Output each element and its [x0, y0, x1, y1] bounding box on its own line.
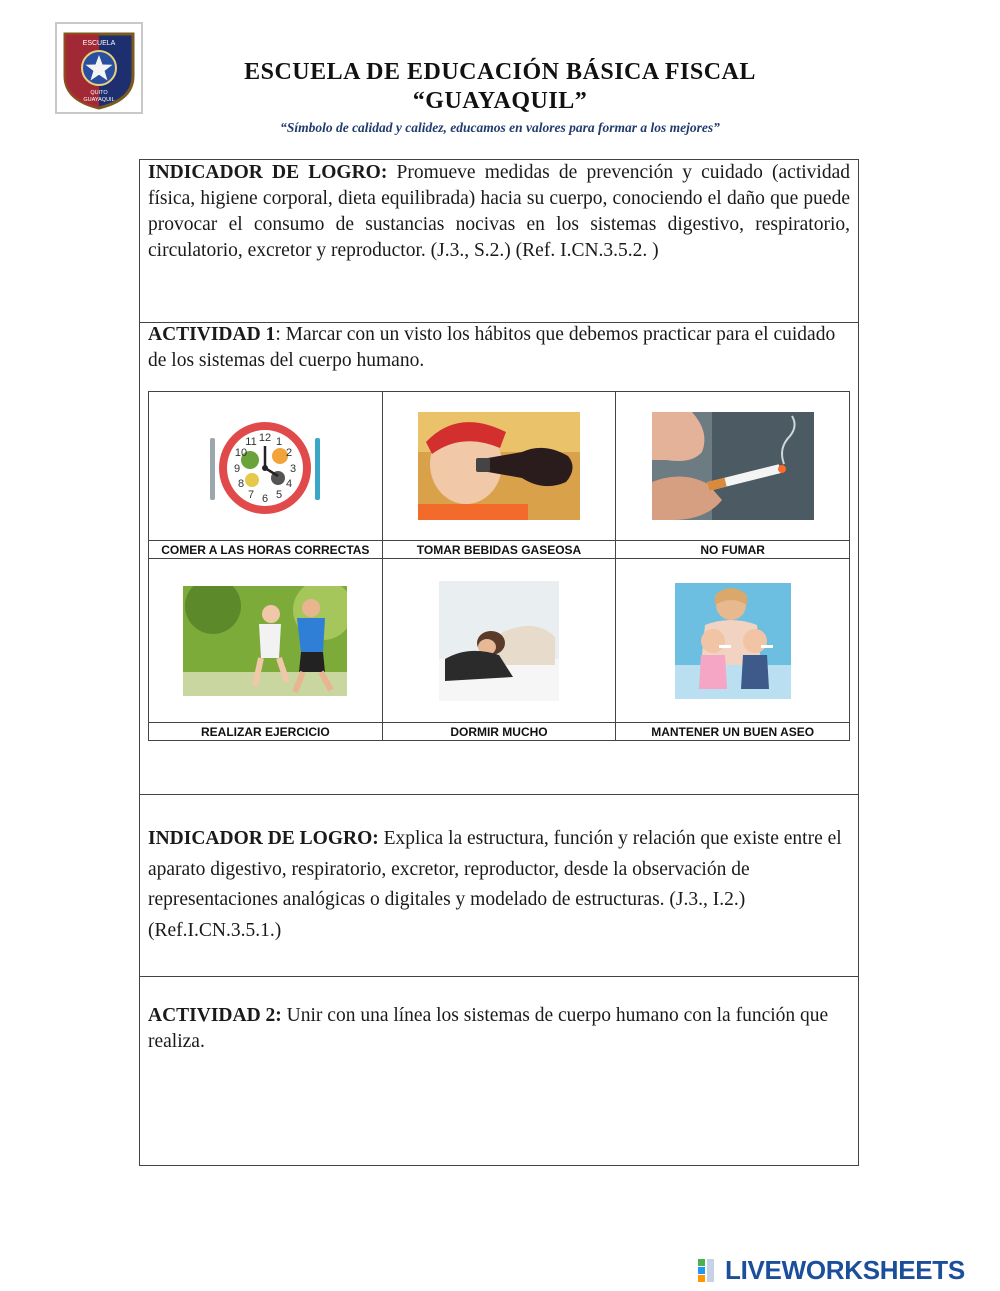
habit-caption: COMER A LAS HORAS CORRECTAS: [149, 541, 383, 559]
clock-number: 11: [245, 436, 258, 448]
liveworksheets-brand[interactable]: [697, 1255, 965, 1285]
logo-text-bottom: GUAYAQUIL: [83, 97, 115, 103]
clock-number: 8: [238, 478, 245, 490]
activity-1-section: [139, 322, 859, 374]
activity-label: ACTIVIDAD 1: [148, 324, 276, 345]
soda-drinking-image: [418, 412, 580, 520]
indicator-section-1: [139, 160, 859, 264]
logo-text-mid: QUITO: [90, 90, 108, 96]
sleeping-image: [439, 581, 559, 701]
indicator-label: INDICADOR DE LOGRO:: [148, 162, 388, 183]
activity-2-section: [139, 1003, 859, 1055]
school-motto: “Símbolo de calidad y calidez, educamos en valores para formar a los mejores”: [280, 120, 720, 135]
habit-cell-no-smoking[interactable]: [616, 392, 850, 541]
tooth-brushing-image: [675, 583, 791, 699]
activity-label: ACTIVIDAD 2:: [148, 1005, 282, 1026]
indicator-text: Promueve medidas de prevención y cuidado (actividad física, higiene corporal, dieta equilibrada) hacia su cuerpo, conociendo el daño que puede provocar el consumo de sustancias nocivas en los sistemas digestivo, respiratorio, circulatorio, excretor y reproductor. (J.3., S.2.) (Ref. I.CN.3.5.2. ): [148, 162, 850, 261]
habit-caption: DORMIR MUCHO: [382, 723, 616, 741]
indicator-text: Explica la estructura, función y relación que existe entre el aparato digestivo, respiratorio, excretor, reproductor, desde la observación de representaciones analógicas o digitales y modelado de estructuras. (J.3., I.2.) (Ref.I.CN.3.5.1.): [148, 828, 842, 941]
clock-number: 12: [259, 432, 272, 444]
school-name-line1: ESCUELA DE EDUCACIÓN BÁSICA FISCAL: [244, 59, 756, 85]
school-name-line2: “GUAYAQUIL”: [412, 88, 588, 114]
clock-number: 3: [290, 463, 297, 475]
activity-text: Unir con una línea los sistemas de cuerpo humano con la función que realiza.: [148, 1005, 829, 1052]
habit-cell-exercise[interactable]: [149, 559, 383, 723]
clock-number: 1: [276, 436, 283, 448]
meal-clock-icon: [206, 416, 324, 516]
section-divider: [139, 794, 859, 795]
habit-cell-hygiene[interactable]: [616, 559, 850, 723]
school-name: [190, 58, 810, 116]
section-divider: [139, 976, 859, 977]
activity-text: : Marcar con un visto los hábitos que debemos practicar para el cuidado de los sistemas del cuerpo humano.: [148, 324, 836, 371]
habit-cell-meal-times[interactable]: [149, 392, 383, 541]
brand-name: LIVEWORKSHEETS: [725, 1254, 965, 1285]
habits-grid: [148, 391, 850, 741]
clock-number: 5: [276, 489, 283, 501]
cigarette-image: [652, 412, 814, 520]
liveworksheets-logo-icon: [697, 1257, 723, 1283]
clock-number: 4: [286, 478, 293, 490]
school-logo: [55, 22, 143, 114]
indicator-section-2: [139, 824, 859, 946]
clock-number: 2: [286, 447, 293, 459]
habit-caption: MANTENER UN BUEN ASEO: [616, 723, 850, 741]
habit-cell-sleeping[interactable]: [382, 559, 616, 723]
clock-number: 9: [234, 463, 241, 475]
clock-number: 10: [235, 447, 248, 459]
indicator-label: INDICADOR DE LOGRO:: [148, 828, 379, 849]
habit-caption: TOMAR BEBIDAS GASEOSA: [382, 541, 616, 559]
habit-caption: REALIZAR EJERCICIO: [149, 723, 383, 741]
running-image: [183, 586, 347, 696]
habit-caption: NO FUMAR: [616, 541, 850, 559]
clock-number: 7: [248, 489, 255, 501]
habit-cell-soda[interactable]: [382, 392, 616, 541]
logo-text-top: ESCUELA: [82, 40, 116, 47]
clock-number: 6: [262, 493, 269, 505]
